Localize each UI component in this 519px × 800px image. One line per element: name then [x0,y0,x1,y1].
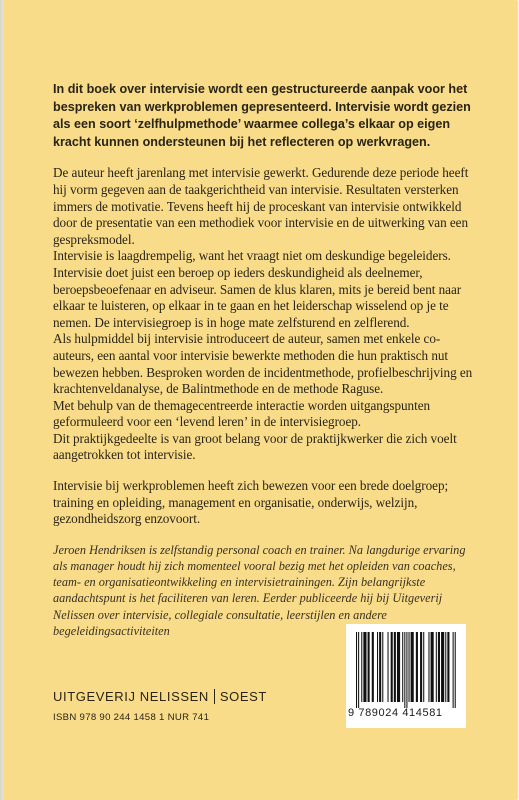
barcode-bar [377,632,378,702]
barcode-bar [402,632,403,702]
description-paragraph: De auteur heeft jarenlang met intervisie gewerkt. Gedurende deze periode heeft hij vorm gegeven aan de taakgerichtheid van intervisie. Resultaten versterken immers de motivatie. Tevens heeft hij de proceskant van intervisie ontwikkeld door de presentatie van een methodiek voor intervisie en de uitwerking van een gespreksmodel. [53,165,469,247]
barcode-bar [409,632,410,702]
publisher-name: UITGEVERIJ NELISSEN [53,689,209,704]
barcode-digits: 9 789024 414581 [348,707,443,719]
intro-paragraph: In dit boek over intervisie wordt een gestructureerde aanpak voor het bespreken van werkproblemen gepresenteerd. Intervisie wordt gezien als een soort ‘zelfhulpmethode’ waarmee collega’s elkaar op eigen kracht kunnen ondersteunen bij het reflecteren op werkvragen. [53,82,471,149]
description-paragraph: Dit praktijkgedeelte is van groot belang voor de praktijkwerker die zich voelt aangetrokken tot intervisie. [53,430,457,463]
barcode-bar [372,632,374,702]
barcode-bar [436,632,437,702]
barcode-bar [428,632,429,702]
cover-text [53,81,473,639]
spacer [53,464,473,478]
barcode-bar [411,632,414,702]
barcode-bar [394,632,396,702]
barcode-bar [416,632,418,702]
barcode-bar [441,632,444,702]
publisher-divider [214,689,215,704]
barcode-bar [391,632,393,702]
barcode-bar [356,632,357,708]
barcode-bar [447,632,449,702]
spacer [53,528,473,542]
barcode-bar [431,632,434,702]
description-body [53,165,473,541]
barcode-bar [445,632,446,702]
barcode-bar [388,632,389,702]
author-bio: Jeroen Hendriksen is zelfstandig personal coach en trainer. Na langdurige ervaring als manager houdt hij zich momenteel vooral bezig met het opleiden van coaches, team- en organisatieontwikkeling en intervisietrainingen. Zijn belangrijkste aandachtspunt is het faciliteren van leren. Eerder publiceerde hij bij Uitgeverij Nelissen over intervisie, collegiale consultatie, leerstijlen en andere begeleidingsactiviteiten [53,542,466,638]
barcode-bar [361,632,362,702]
barcode-icon [354,632,458,708]
barcode-bar [404,632,405,708]
description-paragraph: Met behulp van de themagecentreerde interactie worden uitgangspunten geformuleerd voor een ‘levend leren’ in de intervisiegroep. [53,397,431,430]
isbn-line: ISBN 978 90 244 1458 1 NUR 741 [53,712,210,723]
barcode-bar [423,632,424,702]
barcode-bar [368,632,370,702]
barcode-bar [453,632,454,708]
barcode-bar [420,632,422,702]
publisher-imprint [53,689,267,704]
audience-paragraph: Intervisie bij werkproblemen heeft zich bewezen voor een brede doelgroep; training en opleiding, management en organisatie, onderwijs, welzijn, gezondheidszorg enzovoort. [53,478,449,527]
barcode-bar [363,632,366,702]
barcode-bar [438,632,440,702]
barcode-bar [397,632,400,702]
barcode-bar [379,632,381,702]
barcode-bar [382,632,383,702]
description-paragraph: Als hulpmiddel bij intervisie introduceert de auteur, samen met enkele co-auteurs, een aantal voor intervisie bewerkte methoden die hun praktisch nut bewezen hebben. Besproken worden de incidentmethode, profielbeschrijving en krachtenveldanalyse, de Balintmethode en de methode Raguse. [53,331,473,397]
description-paragraph: Intervisie is laagdrempelig, want het vraagt niet om deskundige begeleiders. Intervisie doet juist een beroep op ieders deskundigheid als deelnemer, beroepsbeoefenaar en adviseur. Samen de klus klaren, mits je bereid bent naar elkaar te luisteren, op elkaar in te gaan en het leiderschap wisselend op je te nemen. De intervisiegroep is in hoge mate zelfsturend en zelflerend. [53,248,462,330]
barcode-bar [406,632,407,708]
publisher-city: SOEST [219,689,267,704]
barcode-panel [346,624,466,728]
barcode-bar [455,632,456,708]
barcode-bar [358,632,359,708]
